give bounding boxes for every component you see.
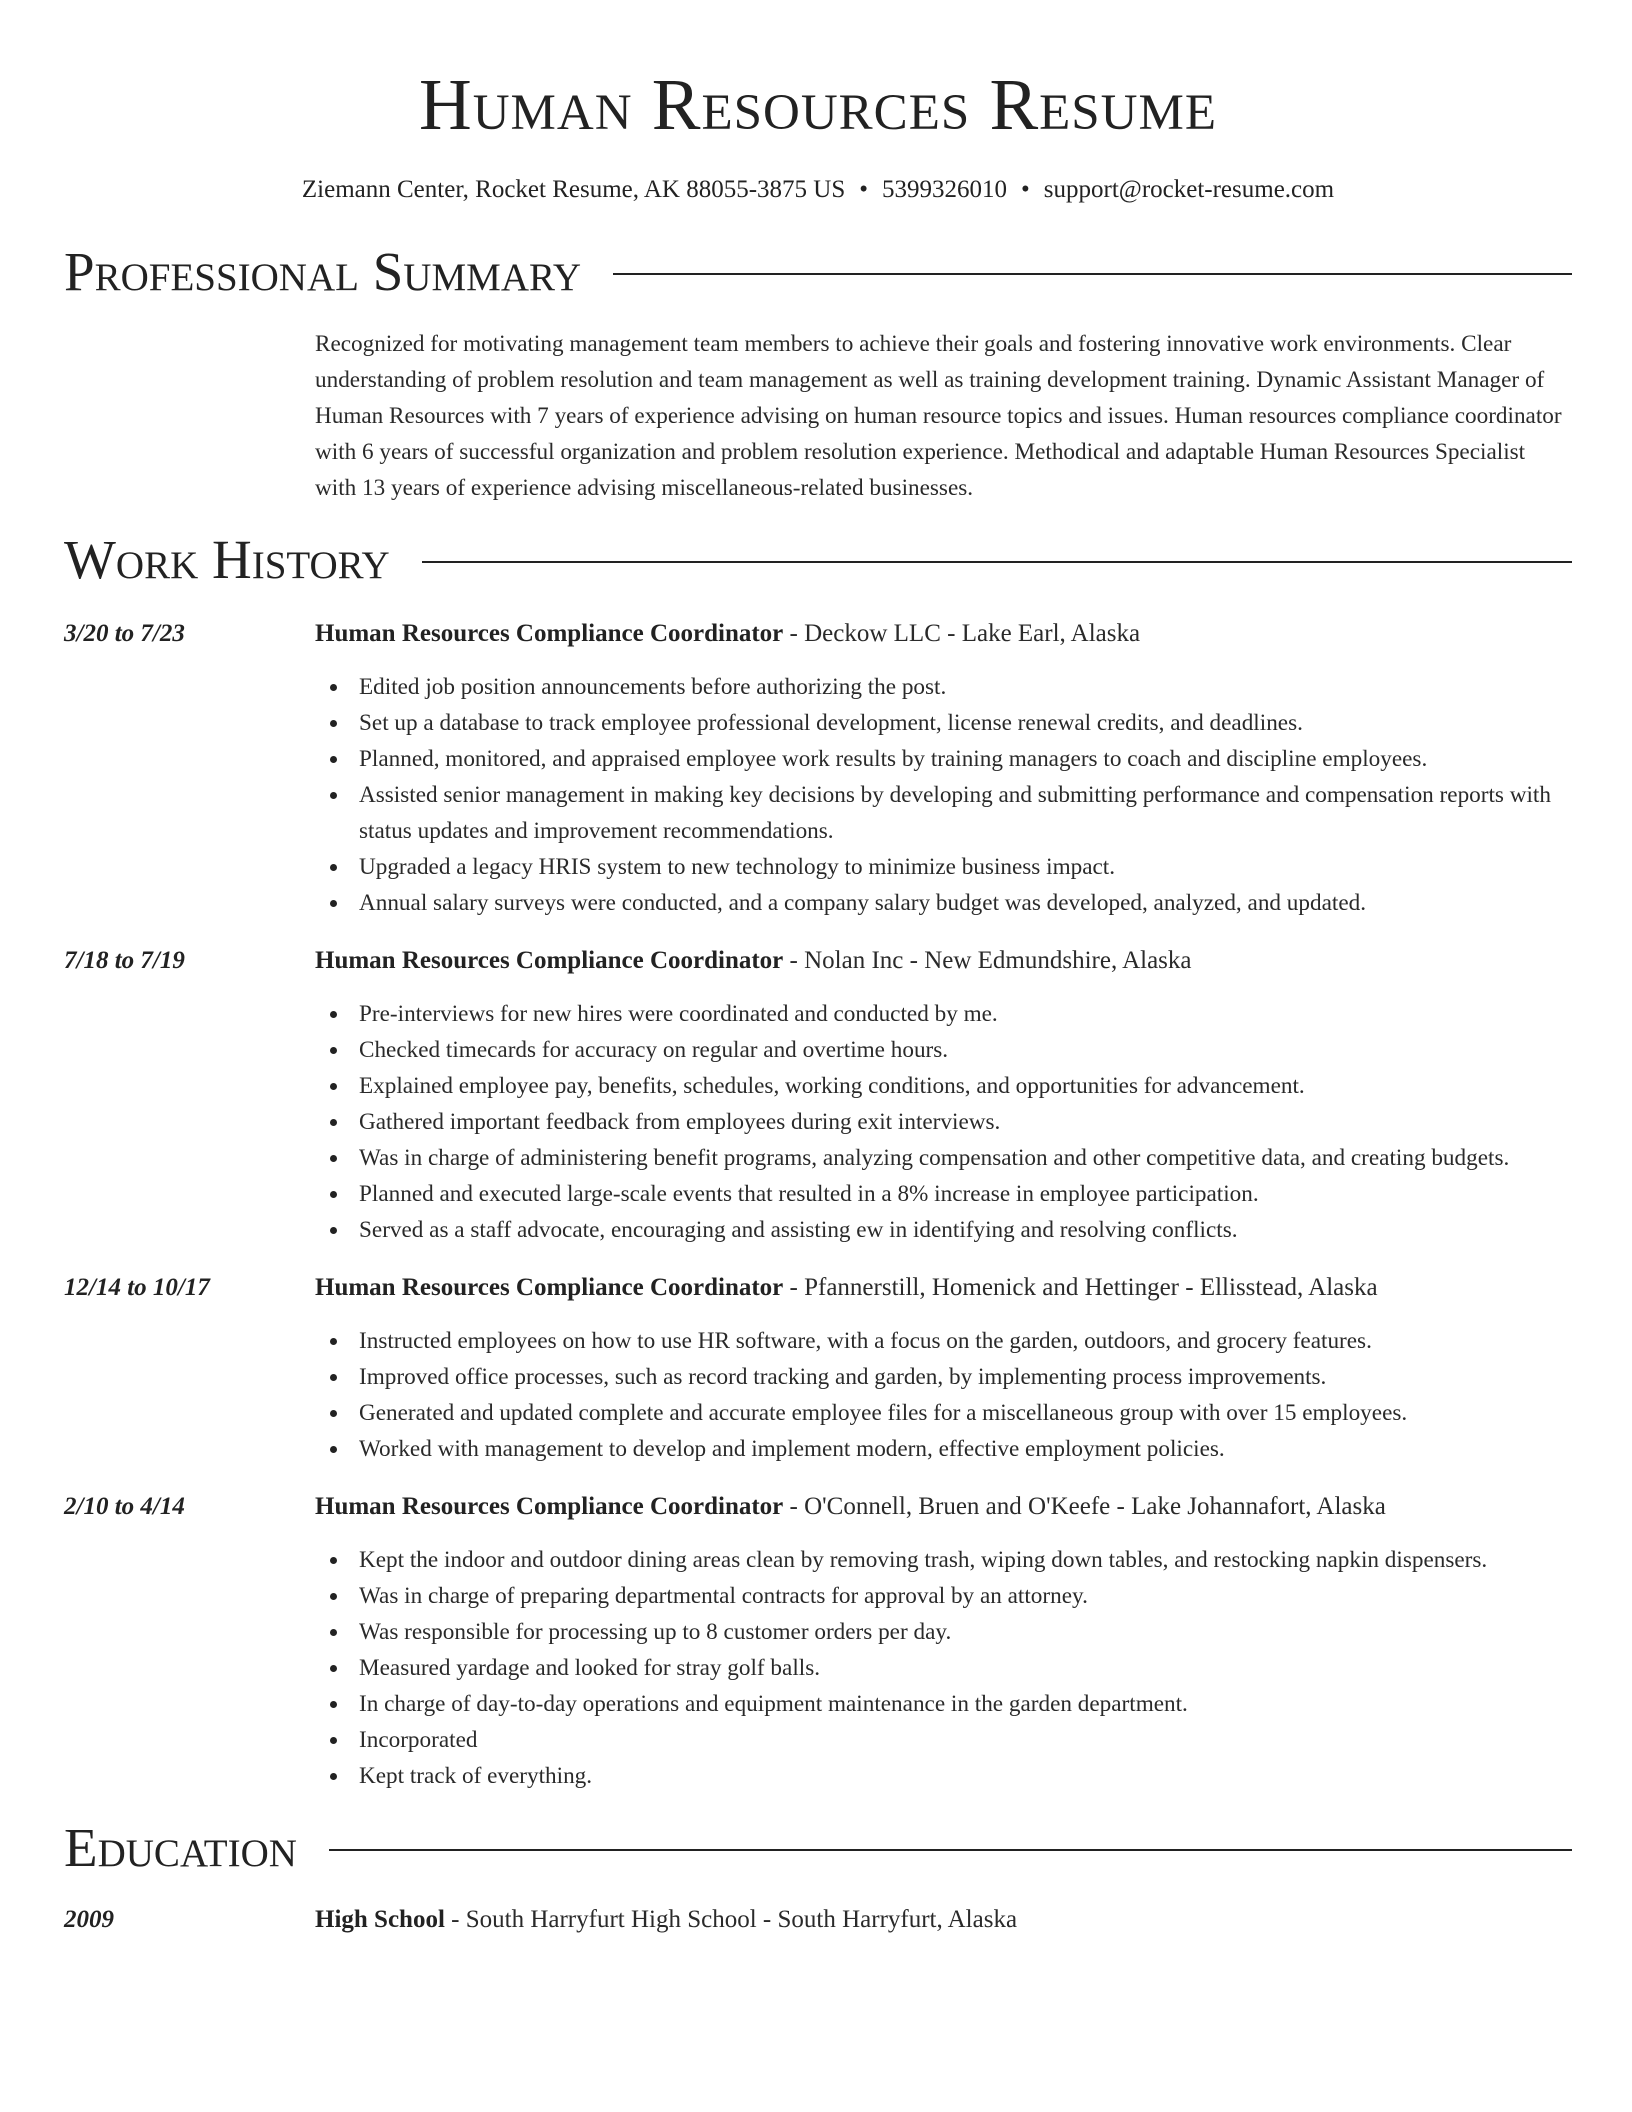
job-entry [64,1270,1572,1467]
contact-separator: • [1021,176,1030,203]
section-divider [613,273,1572,275]
education-year: 2009 [64,1906,114,1933]
education-degree: High School [315,1906,445,1933]
work-history-heading [64,528,1572,592]
job-entry [64,1489,1572,1794]
job-bullet: Kept track of everything. [315,1758,1572,1794]
job-info [315,616,1140,652]
job-title: Human Resources Compliance Coordinator [315,1274,784,1301]
job-bullets [315,1323,1572,1467]
contact-address: Ziemann Center, Rocket Resume, AK 88055-3875 US [301,176,846,203]
job-dates: 3/20 to 7/23 [64,620,185,647]
job-bullet: Was in charge of administering benefit programs, analyzing compensation and other competitive data, and creating budgets. [315,1140,1572,1176]
education-section [64,1816,1572,1938]
work-history-section [64,528,1572,1794]
job-details: - O'Connell, Bruen and O'Keefe - Lake Johannafort, Alaska [783,1493,1386,1520]
job-bullets [315,669,1572,921]
job-details: - Deckow LLC - Lake Earl, Alaska [783,620,1141,647]
job-bullets [315,1542,1572,1794]
job-bullet: Set up a database to track employee professional development, license renewal credits, and deadlines. [315,705,1572,741]
section-divider [329,1849,1572,1851]
resume-page [64,0,1572,1938]
job-bullet: Annual salary surveys were conducted, and a company salary budget was developed, analyzed, and updated. [315,885,1572,921]
section-title: Education [64,1817,297,1878]
job-info [315,943,1192,979]
education-entry [64,1902,1572,1938]
job-bullet: Incorporated [315,1722,1572,1758]
job-bullet: Instructed employees on how to use HR software, with a focus on the garden, outdoors, and grocery features. [315,1323,1572,1359]
job-bullet: Kept the indoor and outdoor dining areas clean by removing trash, wiping down tables, and restocking napkin dispensers. [315,1542,1572,1578]
education-info [315,1902,1017,1938]
job-bullets [315,996,1572,1248]
job-bullet: Was responsible for processing up to 8 customer orders per day. [315,1614,1572,1650]
job-header [64,1270,1572,1306]
job-bullet: Checked timecards for accuracy on regular and overtime hours. [315,1032,1572,1068]
job-bullet: Planned and executed large-scale events that resulted in a 8% increase in employee participation. [315,1176,1572,1212]
job-bullet: Measured yardage and looked for stray golf balls. [315,1650,1572,1686]
education-heading [64,1816,1572,1880]
job-dates: 2/10 to 4/14 [64,1493,185,1520]
job-header [64,943,1572,979]
job-title: Human Resources Compliance Coordinator [315,1493,784,1520]
job-info [315,1270,1378,1306]
job-entry [64,943,1572,1248]
job-dates: 7/18 to 7/19 [64,947,185,974]
job-bullet: Was in charge of preparing departmental contracts for approval by an attorney. [315,1578,1572,1614]
job-bullet: Edited job position announcements before authorizing the post. [315,669,1572,705]
job-bullet: Gathered important feedback from employees during exit interviews. [315,1104,1572,1140]
job-bullet: Planned, monitored, and appraised employee work results by training managers to coach and discipline employees. [315,741,1572,777]
section-title: Professional Summary [64,241,582,302]
job-bullet: Upgraded a legacy HRIS system to new technology to minimize business impact. [315,849,1572,885]
job-details: - Pfannerstill, Homenick and Hettinger - Ellisstead, Alaska [783,1274,1378,1301]
job-header [64,616,1572,652]
job-bullet: In charge of day-to-day operations and equipment maintenance in the garden department. [315,1686,1572,1722]
resume-title: Human Resources Resume [418,64,1217,145]
contact-line [64,174,1572,206]
summary-text: Recognized for motivating management team members to achieve their goals and fostering innovative work environments. Clear understanding of problem resolution and team management as well as training development training. Dynamic Assistant Manager of Human Resources with 7 years of experience advising on human resource topics and issues. Human resources compliance coordinator with 6 years of successful organization and problem resolution experience. Methodical and adaptable Human Resources Specialist with 13 years of experience advising miscellaneous-related businesses. [315,331,1562,501]
job-title: Human Resources Compliance Coordinator [315,947,784,974]
contact-email[interactable]: support@rocket-resume.com [1043,176,1335,203]
section-title: Work History [64,529,390,590]
job-header [64,1489,1572,1525]
job-bullet: Generated and updated complete and accurate employee files for a miscellaneous group with over 15 employees. [315,1395,1572,1431]
job-info [315,1489,1386,1525]
job-bullet: Pre-interviews for new hires were coordinated and conducted by me. [315,996,1572,1032]
job-bullet: Improved office processes, such as record tracking and garden, by implementing process improvements. [315,1359,1572,1395]
job-bullet: Served as a staff advocate, encouraging and assisting ew in identifying and resolving conflicts. [315,1212,1572,1248]
job-dates: 12/14 to 10/17 [64,1274,210,1301]
job-bullet: Assisted senior management in making key decisions by developing and submitting performance and compensation reports with status updates and improvement recommendations. [315,777,1572,849]
summary-section [64,240,1572,506]
contact-phone: 5399326010 [882,176,1008,203]
summary-heading [64,240,1572,304]
section-divider [422,561,1572,563]
job-details: - Nolan Inc - New Edmundshire, Alaska [783,947,1192,974]
education-details: - South Harryfurt High School - South Harryfurt, Alaska [444,1906,1018,1933]
job-bullet: Explained employee pay, benefits, schedules, working conditions, and opportunities for advancement. [315,1068,1572,1104]
job-title: Human Resources Compliance Coordinator [315,620,784,647]
contact-separator: • [859,176,869,203]
job-entry [64,616,1572,921]
job-bullet: Worked with management to develop and implement modern, effective employment policies. [315,1431,1572,1467]
